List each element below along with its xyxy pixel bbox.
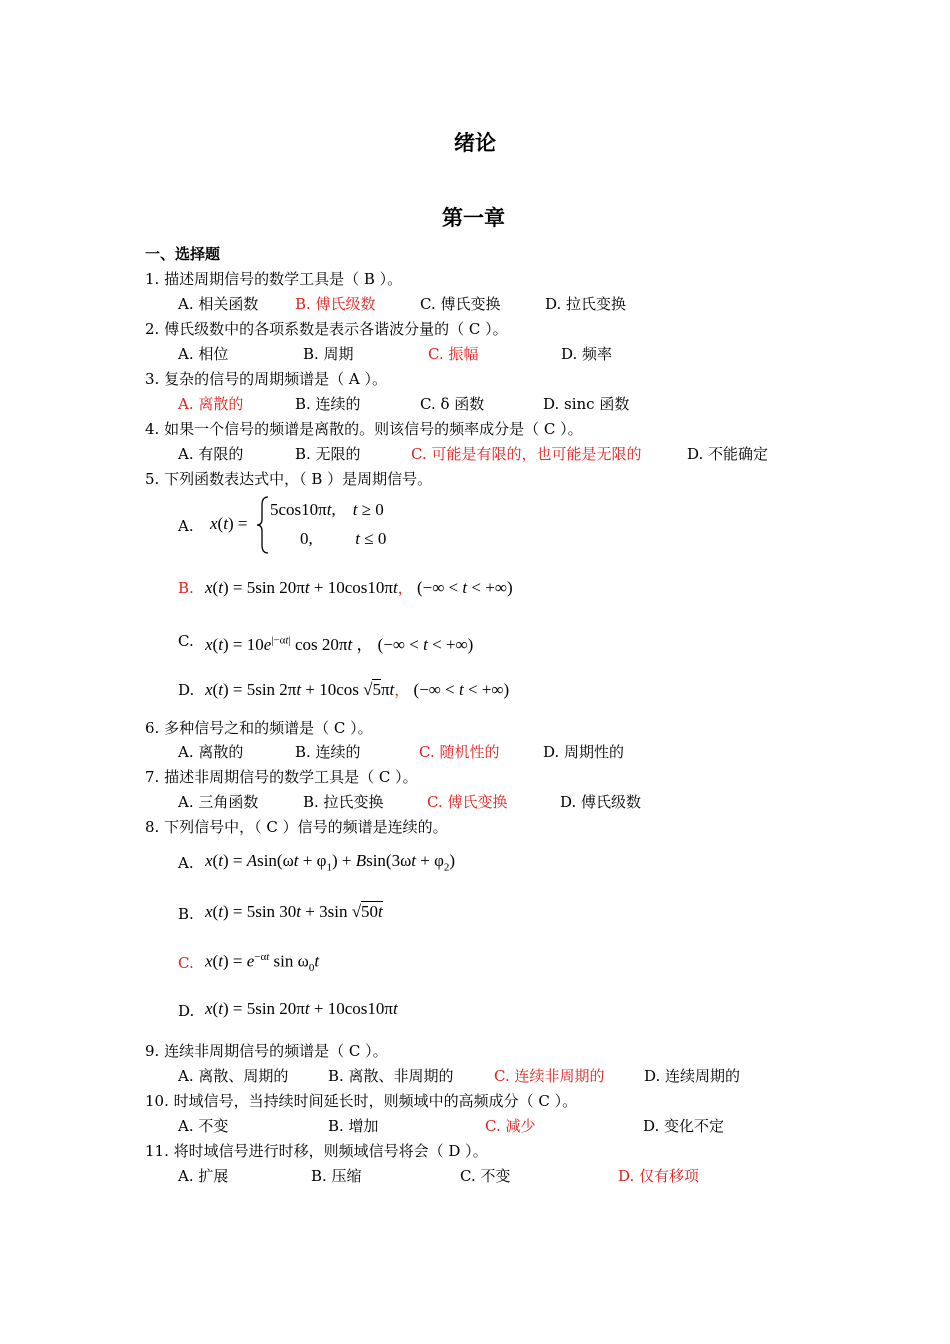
q10-option-b: B. 增加 [328,1117,379,1135]
q5-option-d: D. [178,681,195,699]
q2-option-b: B. 周期 [303,345,354,363]
q7-option-a: A. 三角函数 [178,793,259,811]
q3-option-d: D. sinc 函数 [543,395,630,413]
q6-option-a: A. 离散的 [178,743,244,761]
q4-option-c: C. 可能是有限的，也可能是无限的 [411,445,642,463]
question-1: 1. 描述周期信号的数学工具是（ B ）。 [145,270,403,288]
brace-icon [256,495,270,555]
q6-option-b: B. 连续的 [295,743,361,761]
q6-option-d: D. 周期性的 [543,743,625,761]
q4-option-a: A. 有限的 [178,445,244,463]
q4-option-d: D. 不能确定 [687,445,769,463]
q7-option-b: B. 拉氏变换 [303,793,384,811]
q5-a-line1: 5cos10πt, t ≥ 0 [270,500,384,519]
q8-a-formula: $x(t) = Asin(\omega t + \varphi_1) + Bsin(3\omega t + \varphi_2)$ [205,851,456,874]
q8-c-formula: $x(t) = e^{-\alpha t}$ $\sin \omega_0t$ [205,951,320,975]
q2-option-d: D. 频率 [561,345,613,363]
q3-option-b: B. 连续的 [295,395,361,413]
q5-b-formula: x(t) = 5sin 20πt + 10cos10πt， (−∞ < t < +∞) [205,578,513,597]
section-heading: 一、选择题 [145,245,221,263]
question-8: 8. 下列信号中，（ C ）信号的频谱是连续的。 [145,818,448,836]
q8-b-formula: x(t) = 5sin 30t + 3sin √50t [205,902,383,921]
q11-option-c: C. 不变 [460,1167,511,1185]
q2-option-a: A. 相位 [178,345,229,363]
q7-option-c: C. 傅氏变换 [427,793,508,811]
question-10: 10. 时域信号，当持续时间延长时，则频域中的高频成分（ C ）。 [145,1092,578,1110]
q10-option-c: C. 减少 [485,1117,536,1135]
q8-option-a: A. [178,854,194,872]
question-11: 11. 将时域信号进行时移，则频域信号将会（ D ）。 [145,1142,488,1160]
q9-option-d: D. 连续周期的 [644,1067,741,1085]
question-7: 7. 描述非周期信号的数学工具是（ C ）。 [145,768,418,786]
q7-option-d: D. 傅氏级数 [560,793,642,811]
q1-option-b: B. 傅氏级数 [295,295,376,313]
q5-option-b: B. [178,579,194,597]
q11-option-d: D. 仅有移项 [618,1167,700,1185]
q9-option-c: C. 连续非周期的 [494,1067,605,1085]
chapter-title: 第一章 [442,205,505,230]
q8-d-formula: x(t) = 5sin 20πt + 10cos10πt [205,999,398,1018]
q5-a-line2: 0, t ≤ 0 [300,529,387,548]
q5-option-a: A. [178,517,194,535]
question-5: 5. 下列函数表达式中，（ B ）是周期信号。 [145,470,433,488]
q5-b-comma: ， [397,581,413,597]
q8-option-d: D. [178,1002,195,1020]
q1-option-d: D. 拉氏变换 [545,295,627,313]
q9-option-b: B. 离散、非周期的 [328,1067,454,1085]
question-9: 9. 连续非周期信号的频谱是（ C ）。 [145,1042,388,1060]
q6-option-c: C. 随机性的 [419,743,500,761]
q9-option-a: A. 离散、周期的 [178,1067,289,1085]
q3-option-c: C. δ 函数 [420,395,485,413]
q1-option-a: A. 相关函数 [178,295,259,313]
q11-option-b: B. 压缩 [311,1167,362,1185]
question-6: 6. 多种信号之和的频谱是（ C ）。 [145,719,373,737]
question-3: 3. 复杂的信号的周期频谱是（ A ）。 [145,370,387,388]
q8-option-b: B. [178,905,194,923]
q1-option-c: C. 傅氏变换 [420,295,501,313]
question-2: 2. 傅氏级数中的各项系数是表示各谐波分量的（ C ）。 [145,320,508,338]
q10-option-a: A. 不变 [178,1117,229,1135]
q5-option-c: C. [178,632,194,650]
question-4: 4. 如果一个信号的频谱是离散的。则该信号的频率成分是（ C ）。 [145,420,583,438]
q5-c-formula: $x(t) = 10e^{|-\alpha t|}$ cos 20πt ， (−∞ < t < +∞) [205,634,474,654]
q8-option-c: C. [178,954,194,972]
q10-option-d: D. 变化不定 [643,1117,725,1135]
intro-title: 绪论 [454,130,496,155]
q3-option-a: A. 离散的 [178,395,244,413]
q4-option-b: B. 无限的 [295,445,361,463]
q5-a-formula-lhs: x(t) = [210,514,248,533]
q2-option-c: C. 振幅 [428,345,479,363]
q5-d-formula: x(t) = 5sin 2πt + 10cos √5πt， (−∞ < t < +∞) [205,680,510,699]
q11-option-a: A. 扩展 [178,1167,229,1185]
